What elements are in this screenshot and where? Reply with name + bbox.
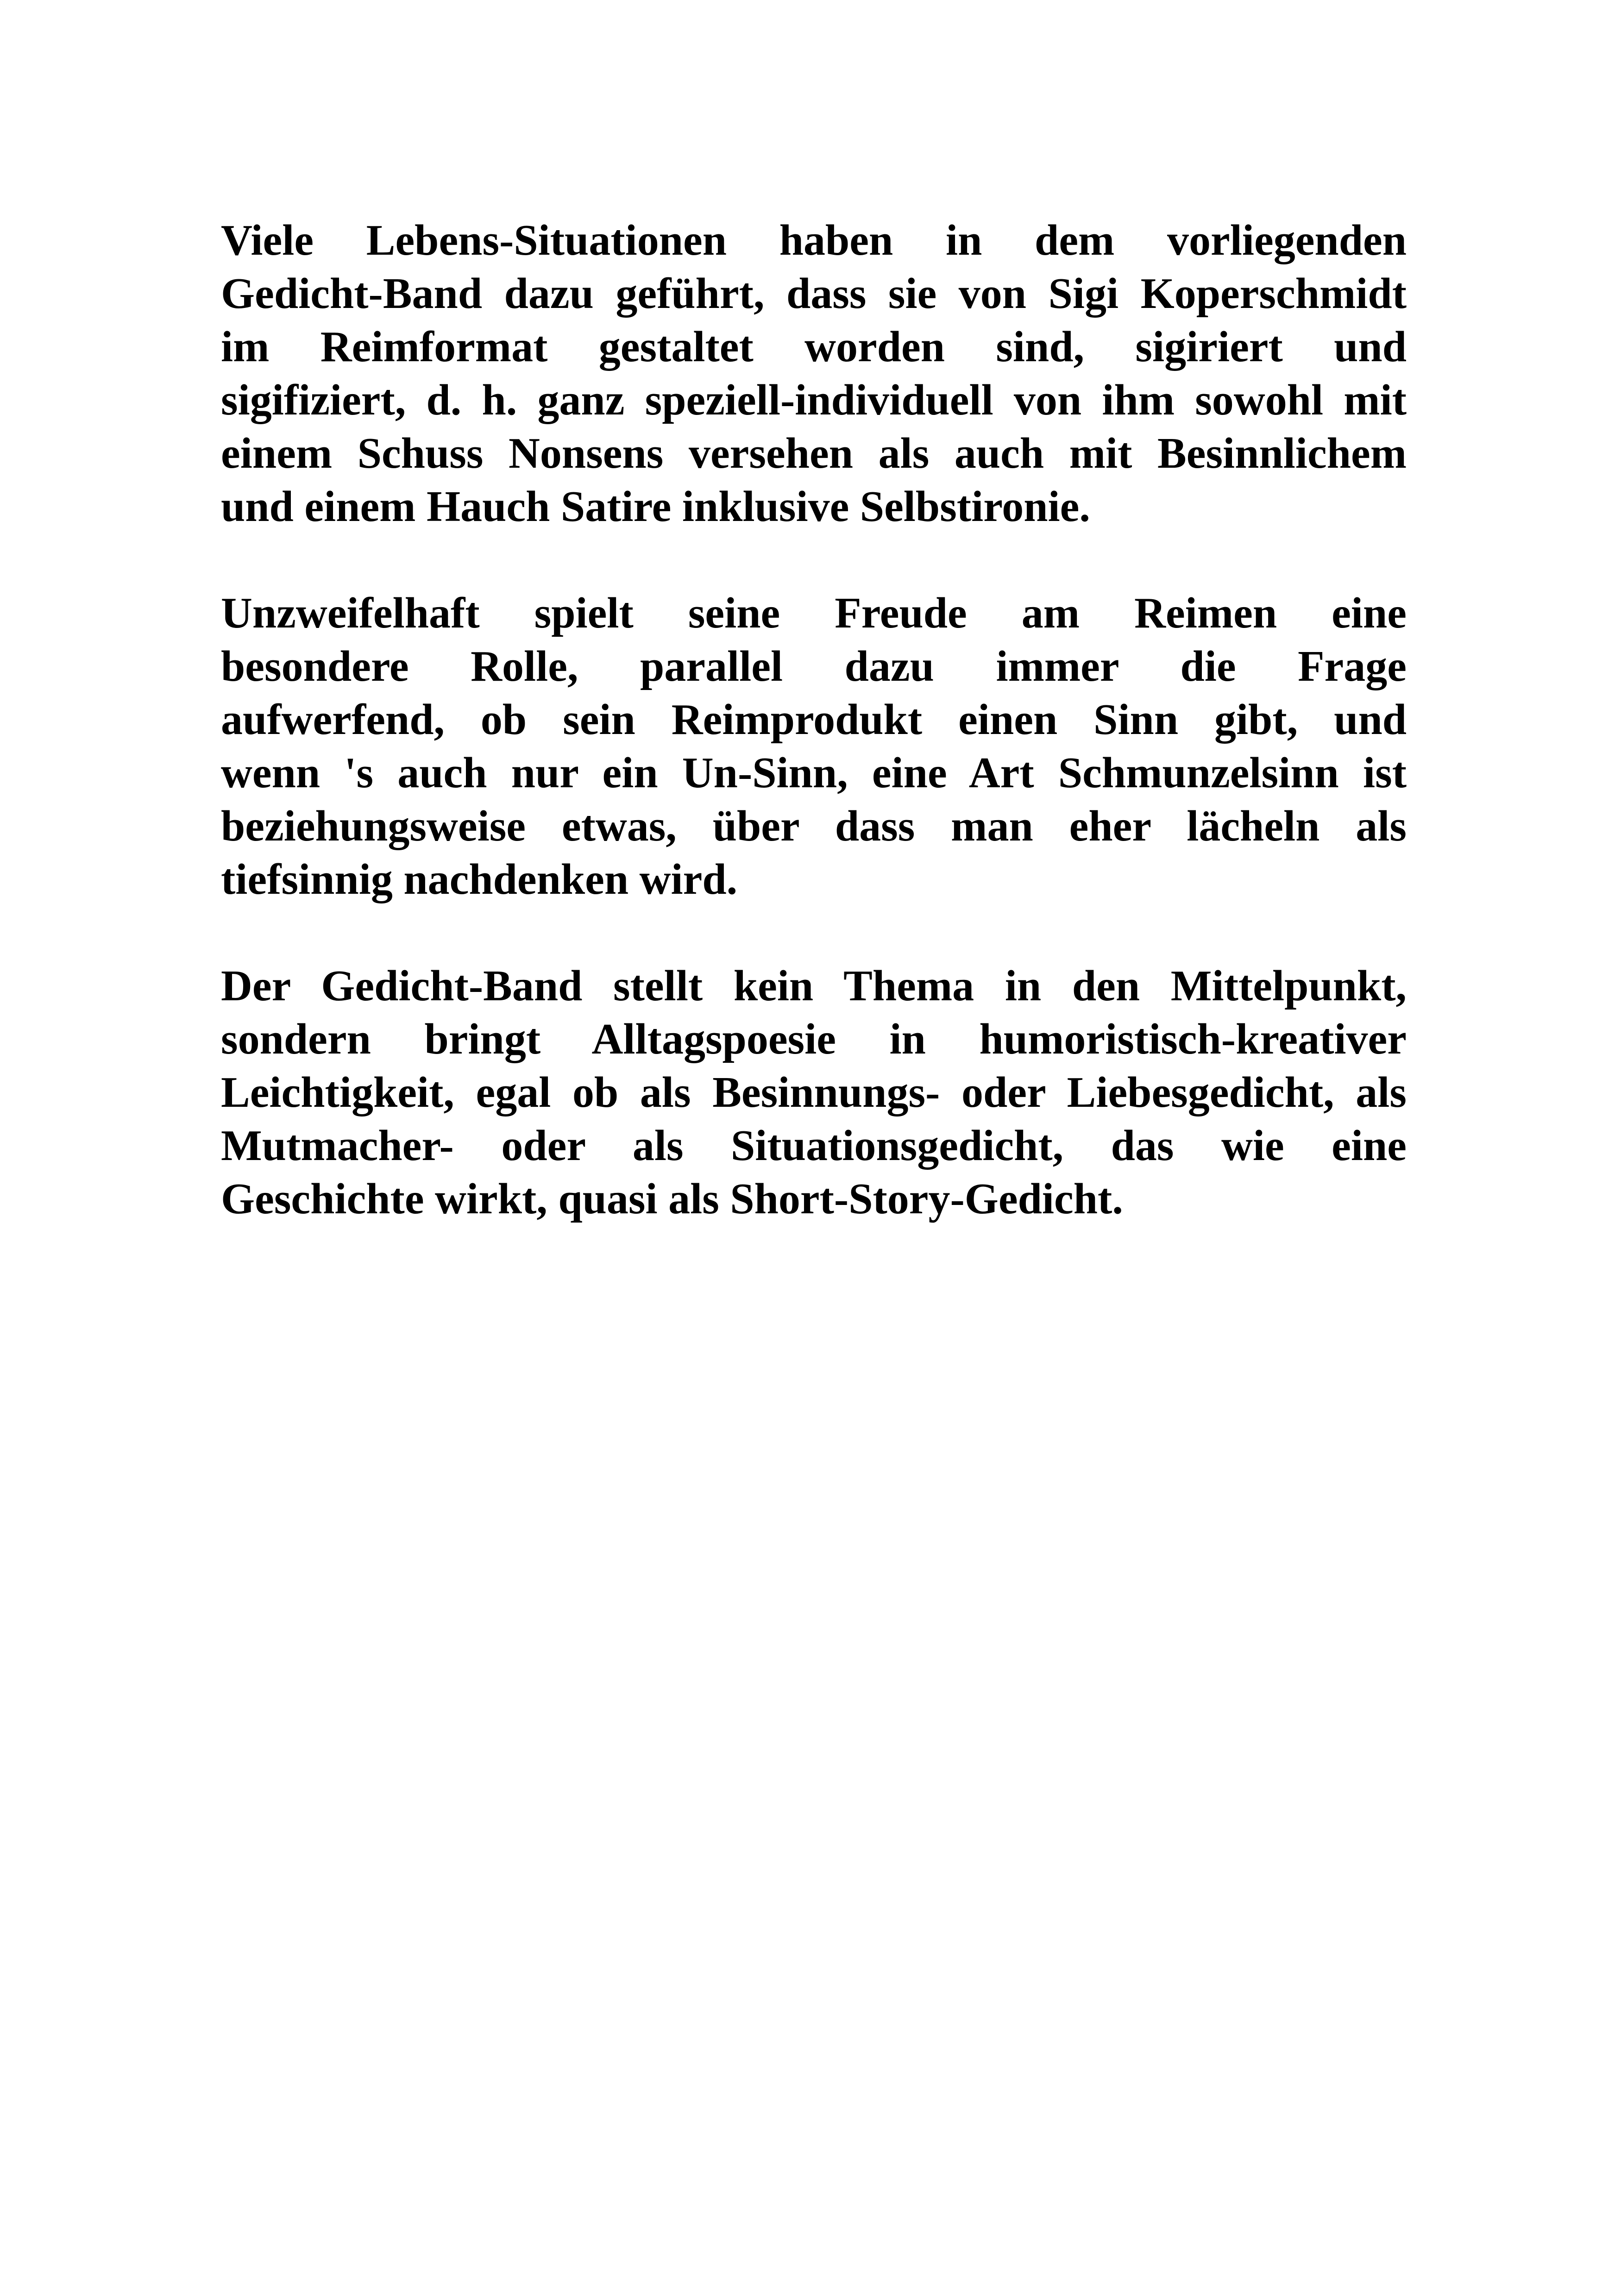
paragraph-line: tiefsinnig nachdenken wird. [221, 855, 738, 903]
paragraph-line: Leichtigkeit, egal ob als Besinnungs- oder Liebesgedicht, als [221, 1068, 1407, 1117]
paragraph-line: einem Schuss Nonsens versehen als auch mit Besinnlichem [221, 429, 1407, 477]
paragraph-line: im Reimformat gestaltet worden sind, sigiriert und [221, 323, 1407, 371]
paragraph-line: Geschichte wirkt, quasi als Short-Story-Gedicht. [221, 1175, 1123, 1223]
body-text [221, 214, 1407, 1279]
paragraph-line: Viele Lebens-Situationen haben in dem vorliegenden [221, 216, 1407, 264]
paragraph-line: Unzweifelhaft spielt seine Freude am Reimen eine [221, 589, 1407, 637]
paragraph-line: und einem Hauch Satire inklusive Selbstironie. [221, 483, 1090, 531]
paragraph-line: besondere Rolle, parallel dazu immer die Frage [221, 642, 1407, 690]
paragraph-line: sondern bringt Alltagspoesie in humoristisch-kreativer [221, 1015, 1407, 1063]
paragraph-line: beziehungsweise etwas, über dass man eher lächeln als [221, 802, 1407, 850]
paragraph-line: wenn 's auch nur ein Un-Sinn, eine Art Schmunzelsinn ist [221, 749, 1407, 797]
paragraph-line: Mutmacher- oder als Situationsgedicht, das wie eine [221, 1122, 1407, 1170]
paragraph-2 [221, 587, 1407, 906]
paragraph-line: Gedicht-Band dazu geführt, dass sie von Sigi Koperschmidt [221, 270, 1407, 318]
paragraph-3 [221, 960, 1407, 1226]
paragraph-line: Der Gedicht-Band stellt kein Thema in den Mittelpunkt, [221, 962, 1407, 1010]
paragraph-1 [221, 214, 1407, 533]
paragraph-line: aufwerfend, ob sein Reimprodukt einen Sinn gibt, und [221, 696, 1407, 744]
paragraph-line: sigifiziert, d. h. ganz speziell-individuell von ihm sowohl mit [221, 376, 1407, 424]
